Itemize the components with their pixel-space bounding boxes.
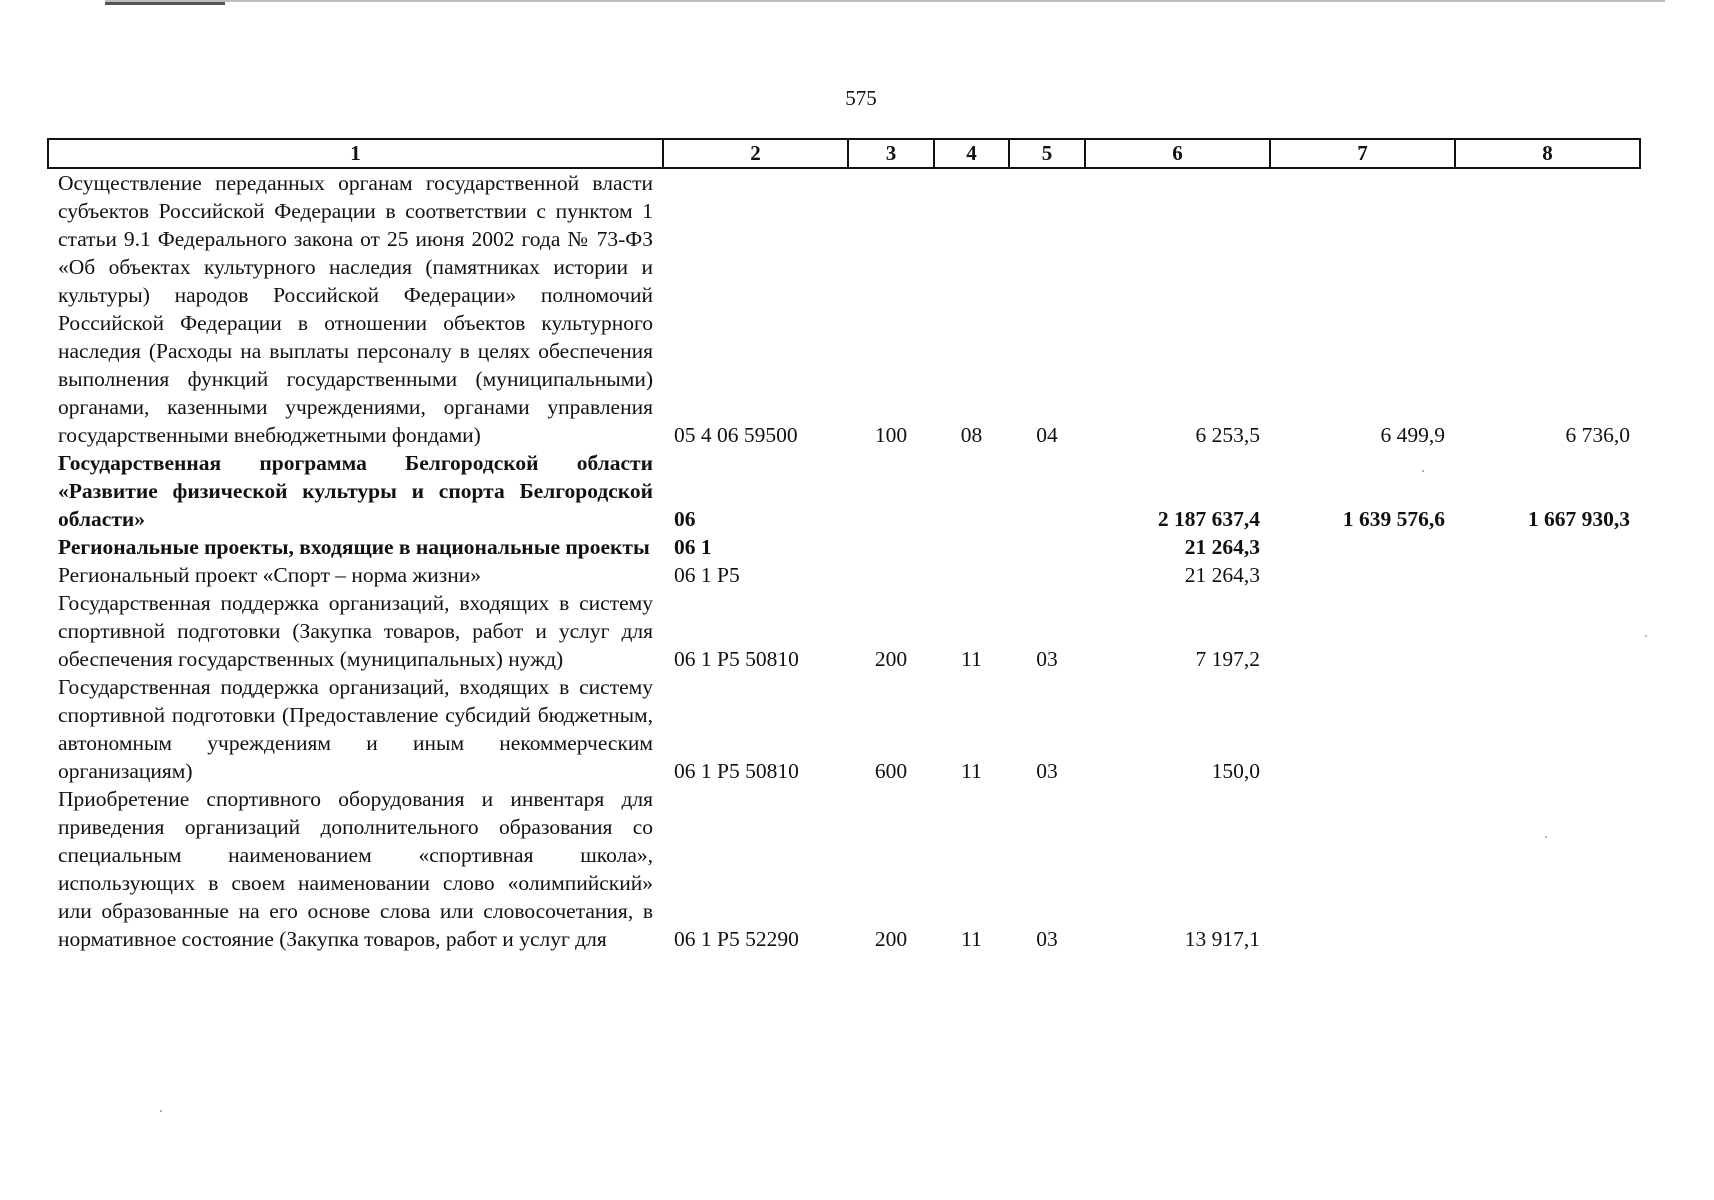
- row-code: 06 1: [674, 535, 712, 559]
- row-code: 06 1 P5 50810: [674, 759, 799, 783]
- column-header-2: 2: [663, 139, 848, 168]
- row-col-5: [1009, 449, 1085, 533]
- row-col-6: 6 253,5: [1195, 423, 1260, 447]
- row-col-7: [1270, 785, 1455, 953]
- row-col-4: 11: [961, 647, 982, 671]
- row-name: Государственная поддержка организаций, входящих в систему спортивной подготовки (Закупка товаров, работ и услуг для обеспечения государственных (муниципальных) нужд): [58, 591, 653, 671]
- row-col-6: 13 917,1: [1184, 927, 1260, 951]
- row-col-5: 04: [1036, 423, 1058, 447]
- page-number: 575: [845, 86, 877, 110]
- row-col-4: [934, 533, 1009, 561]
- row-name: Осуществление переданных органам государственной власти субъектов Российской Федерации в соответствии с пунктом 1 статьи 9.1 Федерального закона от 25 июня 2002 года № 73-ФЗ «Об объектах культурного наследия (памятниках истории и культуры) народов Российской Федерации» полномочий Российской Федерации в отношении объектов культурного наследия (Расходы на выплаты персоналу в целях обеспечения выполнения функций государственными (муниципальными) органами, казенными учреждениями, органами управления государственными внебюджетными фондами): [58, 171, 653, 447]
- row-col-8: [1455, 533, 1640, 561]
- table-row: [48, 449, 1640, 533]
- table-row: [48, 785, 1640, 953]
- column-header-6: 6: [1085, 139, 1270, 168]
- scan-speck: [160, 1110, 162, 1112]
- row-col-3: 600: [874, 759, 908, 783]
- column-header-1: 1: [48, 139, 663, 168]
- row-col-6: 21 264,3: [1184, 535, 1260, 559]
- scan-speck: [1422, 470, 1424, 472]
- row-col-7: [1270, 589, 1455, 673]
- row-col-8: [1455, 561, 1640, 589]
- row-name: Государственная программа Белгородской области «Развитие физической культуры и спорта Белгородской области»: [58, 451, 653, 531]
- scan-edge-line: [105, 0, 1665, 2]
- row-name: Приобретение спортивного оборудования и инвентаря для приведения организаций дополнительного образования со специальным наименованием «спортивная школа», использующих в своем наименовании слово «олимпийский» или образованные на его основе слова или словосочетания, в нормативное состояние (Закупка товаров, работ и услуг для: [58, 787, 653, 951]
- row-code: 06: [674, 507, 696, 531]
- row-code: 05 4 06 59500: [674, 423, 798, 447]
- column-header-3: 3: [848, 139, 934, 168]
- row-col-7: 6 499,9: [1380, 423, 1445, 447]
- budget-table: [47, 138, 1641, 953]
- row-col-4: [934, 561, 1009, 589]
- row-col-6: 2 187 637,4: [1157, 507, 1260, 531]
- row-col-8: [1455, 785, 1640, 953]
- row-name: Региональный проект «Спорт – норма жизни»: [58, 563, 482, 587]
- row-col-7: 1 639 576,6: [1342, 507, 1445, 531]
- table-row: [48, 168, 1640, 449]
- table-row: [48, 561, 1640, 589]
- column-header-8: 8: [1455, 139, 1640, 168]
- row-col-4: [934, 449, 1009, 533]
- table-row: [48, 533, 1640, 561]
- row-col-3: 100: [874, 423, 908, 447]
- header-row: [48, 139, 1640, 168]
- row-col-5: 03: [1036, 927, 1058, 951]
- row-col-3: [848, 561, 934, 589]
- column-header-4: 4: [934, 139, 1009, 168]
- row-col-8: 6 736,0: [1565, 423, 1630, 447]
- column-header-7: 7: [1270, 139, 1455, 168]
- row-col-6: 7 197,2: [1195, 647, 1260, 671]
- row-col-8: [1455, 673, 1640, 785]
- column-header-5: 5: [1009, 139, 1085, 168]
- row-col-5: 03: [1036, 759, 1058, 783]
- table-header: [48, 139, 1640, 168]
- row-col-3: [848, 449, 934, 533]
- row-col-7: [1270, 673, 1455, 785]
- table-body: [48, 168, 1640, 953]
- row-col-5: [1009, 561, 1085, 589]
- row-col-5: [1009, 533, 1085, 561]
- row-col-3: [848, 533, 934, 561]
- row-col-4: 11: [961, 759, 982, 783]
- row-name: Региональные проекты, входящие в национальные проекты: [58, 535, 650, 559]
- row-col-8: 1 667 930,3: [1527, 507, 1630, 531]
- row-code: 06 1 P5: [674, 563, 740, 587]
- scan-speck: [1645, 635, 1647, 637]
- scan-edge-mark: [105, 2, 225, 5]
- row-code: 06 1 P5 52290: [674, 927, 799, 951]
- row-col-8: [1455, 589, 1640, 673]
- row-code: 06 1 P5 50810: [674, 647, 799, 671]
- scan-speck: [1545, 836, 1547, 838]
- table-row: [48, 673, 1640, 785]
- row-col-4: 08: [960, 423, 983, 447]
- row-name: Государственная поддержка организаций, входящих в систему спортивной подготовки (Предоставление субсидий бюджетным, автономным учреждениям и иным некоммерческим организациям): [58, 675, 653, 783]
- row-col-4: 11: [961, 927, 982, 951]
- row-col-6: 21 264,3: [1184, 563, 1260, 587]
- row-col-3: 200: [874, 647, 908, 671]
- row-col-6: 150,0: [1211, 759, 1260, 783]
- row-col-5: 03: [1036, 647, 1058, 671]
- table-row: [48, 589, 1640, 673]
- row-col-3: 200: [874, 927, 908, 951]
- row-col-7: [1270, 561, 1455, 589]
- row-col-7: [1270, 533, 1455, 561]
